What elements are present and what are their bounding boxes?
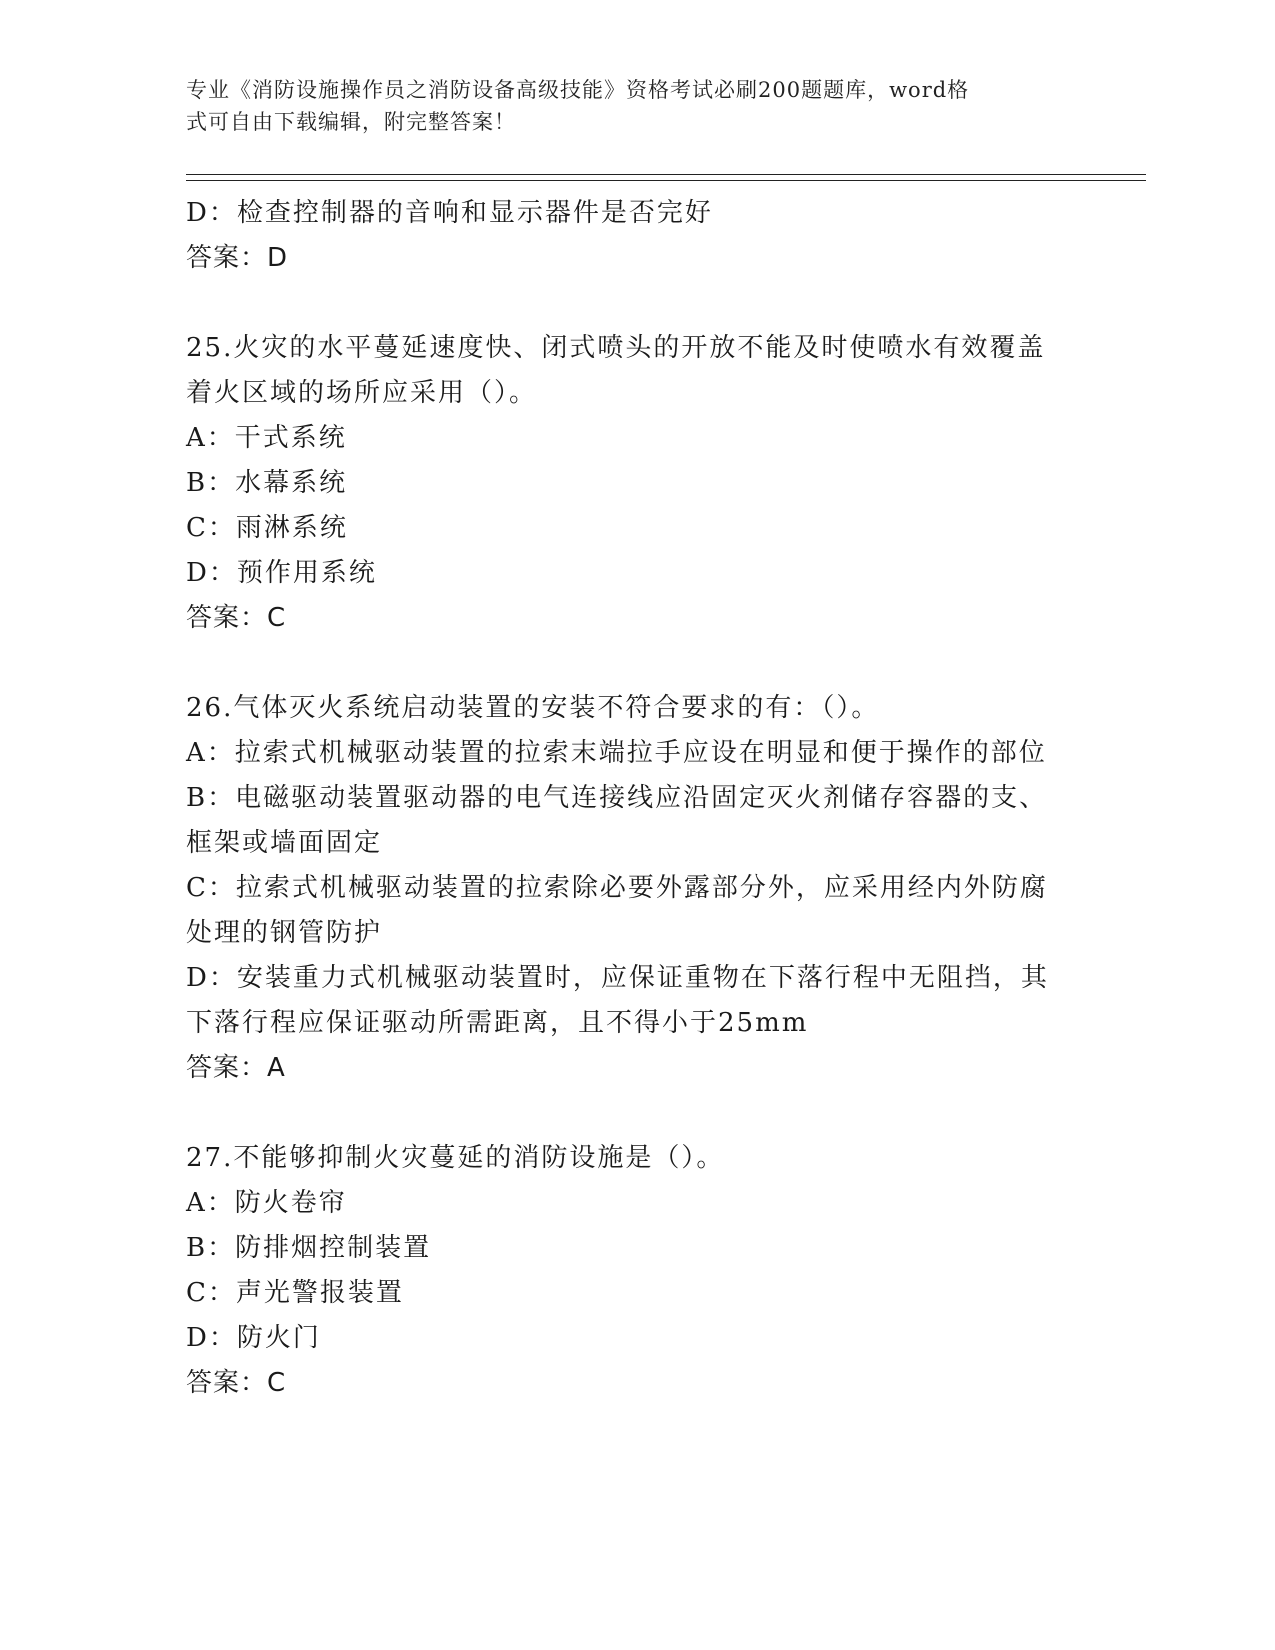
question-previous	[186, 191, 1086, 281]
answer: 答案：D	[186, 243, 289, 273]
option-d: D：防火门	[186, 1323, 321, 1353]
question-26	[186, 686, 1086, 1091]
option-b: B：防排烟控制装置	[186, 1233, 432, 1263]
answer: 答案：C	[186, 603, 287, 633]
question-25	[186, 326, 1086, 641]
question-stem: 25.火灾的水平蔓延速度快、闭式喷头的开放不能及时使喷水有效覆盖	[186, 333, 1046, 363]
document-header	[186, 74, 1066, 138]
option-a: A：防火卷帘	[186, 1188, 347, 1218]
answer: 答案：C	[186, 1368, 287, 1398]
question-stem: 着火区域的场所应采用（）。	[186, 378, 538, 408]
option-d: D：预作用系统	[186, 558, 377, 588]
spacer	[186, 281, 1086, 326]
option-c: C：拉索式机械驱动装置的拉索除必要外露部分外，应采用经内外防腐	[186, 873, 1048, 903]
option-a: A：拉索式机械驱动装置的拉索末端拉手应设在明显和便于操作的部位	[186, 738, 1047, 768]
header-rule-bottom	[186, 180, 1146, 181]
option-b-continued: 框架或墙面固定	[186, 828, 383, 858]
spacer	[186, 641, 1086, 686]
option-d-continued: 下落行程应保证驱动所需距离，且不得小于25mm	[186, 1008, 809, 1038]
option-b: B：电磁驱动装置驱动器的电气连接线应沿固定灭火剂储存容器的支、	[186, 783, 1048, 813]
option-c: C：声光警报装置	[186, 1278, 404, 1308]
question-stem: 27.不能够抑制火灾蔓延的消防设施是（）。	[186, 1143, 725, 1173]
question-27	[186, 1136, 1086, 1406]
spacer	[186, 1091, 1086, 1136]
option-b: B：水幕系统	[186, 468, 348, 498]
header-rule-top	[186, 174, 1146, 175]
option-d: D：检查控制器的音响和显示器件是否完好	[186, 198, 713, 228]
header-line-1: 专业《消防设施操作员之消防设备高级技能》资格考试必刷200题题库，word格	[186, 78, 970, 102]
option-c: C：雨淋系统	[186, 513, 348, 543]
answer: 答案：A	[186, 1053, 286, 1083]
option-a: A：干式系统	[186, 423, 347, 453]
question-stem: 26.气体灭火系统启动装置的安装不符合要求的有：（）。	[186, 693, 880, 723]
option-d: D：安装重力式机械驱动装置时，应保证重物在下落行程中无阻挡，其	[186, 963, 1049, 993]
header-line-2: 式可自由下载编辑，附完整答案！	[186, 110, 516, 134]
question-content	[186, 191, 1086, 1406]
option-c-continued: 处理的钢管防护	[186, 918, 383, 948]
